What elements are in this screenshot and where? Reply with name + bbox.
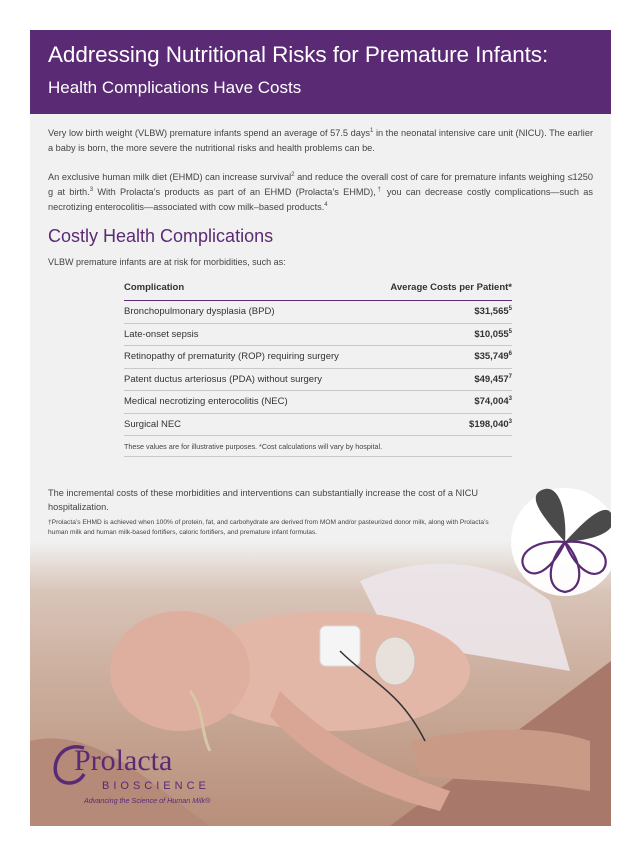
cost-ref: 5: [508, 306, 512, 313]
complication-cell: Medical necrotizing enterocolitis (NEC): [124, 396, 288, 408]
cost-value: $10,055: [474, 328, 509, 340]
cost-value: $35,749: [474, 351, 509, 363]
cost-cell: [474, 374, 512, 385]
header-banner: [30, 30, 611, 114]
cost-value: $198,040: [469, 418, 509, 430]
logo-brand-name: Prolacta: [74, 744, 173, 777]
paragraph1-text-b: in the neonatal intensive care unit (NICU). The earlier a baby is born, the more severe the nutritional risks and health problems can be.: [48, 128, 594, 153]
table-row: [124, 324, 512, 347]
cost-cell: [474, 329, 512, 340]
table-row: [124, 369, 512, 392]
logo-bioscience: BIOSCIENCE: [102, 780, 210, 792]
footnote-ref: †: [375, 186, 383, 193]
cost-cell: [474, 396, 512, 407]
ehmd-paragraph: [48, 170, 593, 215]
table-row: [124, 301, 512, 324]
conclusion-paragraph: The incremental costs of these morbidities and interventions can substantially increase the cost of a NICU hospitalization.: [48, 488, 478, 512]
document-page: [30, 30, 611, 826]
section-intro: VLBW premature infants are at risk for morbidities, such as:: [48, 257, 286, 267]
footnote: †Prolacta’s EHMD is achieved when 100% of protein, fat, and carbohydrate are derived from MOM and/or pasteurized donor milk, along with Prolacta’s human milk and human milk-based fortifiers, caloric fortifiers, and premature infant formulas.: [48, 519, 489, 536]
cost-ref: 6: [508, 351, 512, 358]
footnote-ref: 3: [89, 186, 94, 193]
complication-cell: Late-onset sepsis: [124, 328, 199, 340]
table-row: [124, 391, 512, 414]
cost-ref: 3: [508, 418, 512, 425]
paragraph1-text-a: Very low birth weight (VLBW) premature infants spend an average of 57.5 days: [48, 128, 371, 138]
complication-cell: Retinopathy of prematurity (ROP) requiring surgery: [124, 351, 339, 363]
table-row: [124, 346, 512, 369]
column-header-complication: Complication: [124, 282, 185, 293]
flower-logo-mark: [495, 484, 611, 624]
sensor-pad-shape: [320, 626, 360, 666]
paragraph2-text-d: you can decrease costly complications—such as necrotizing enterocolitis—associated with cow milk–based products.: [48, 187, 593, 212]
cost-ref: 7: [508, 373, 512, 380]
footnote-ref: 4: [324, 201, 328, 208]
cost-cell: [469, 419, 512, 430]
table-header: [124, 282, 512, 301]
logo-tagline: Advancing the Science of Human Milk®: [84, 796, 211, 805]
paragraph2-text-c: With Prolacta’s products as part of an EHMD (Prolacta’s EHMD),: [93, 187, 376, 197]
footnote-ref: 1: [370, 127, 374, 134]
cost-cell: [474, 306, 512, 317]
cost-ref: 3: [508, 396, 512, 403]
cost-value: $49,457: [474, 373, 509, 385]
page-title: Addressing Nutritional Risks for Premature Infants:: [48, 42, 549, 67]
cost-value: $31,565: [474, 306, 509, 318]
page-subtitle: Health Complications Have Costs: [48, 78, 302, 97]
cost-ref: 5: [508, 328, 512, 335]
paragraph2-text-b: and reduce the overall cost of care for premature infants weighing ≤1250 g at birth.: [48, 172, 593, 197]
sensor-pad-shape: [375, 637, 415, 685]
complication-cell: Surgical NEC: [124, 418, 182, 430]
table-row: [124, 414, 512, 437]
cost-value: $74,004: [474, 396, 509, 408]
complication-cell: Patent ductus arteriosus (PDA) without surgery: [124, 373, 323, 385]
footnote-ref: 2: [291, 171, 295, 178]
prolacta-logo: [50, 740, 250, 820]
section-heading: Costly Health Complications: [48, 226, 274, 246]
complication-cell: Bronchopulmonary dysplasia (BPD): [124, 306, 275, 318]
infant-head-shape: [110, 611, 250, 731]
paragraph2-text-a: An exclusive human milk diet (EHMD) can increase survival: [48, 172, 292, 182]
column-header-cost: Average Costs per Patient*: [390, 282, 512, 293]
table-note: These values are for illustrative purposes. *Cost calculations will vary by hospital.: [124, 436, 512, 457]
cost-cell: [474, 351, 512, 362]
intro-paragraph: [48, 126, 593, 156]
cost-table: [124, 282, 512, 457]
